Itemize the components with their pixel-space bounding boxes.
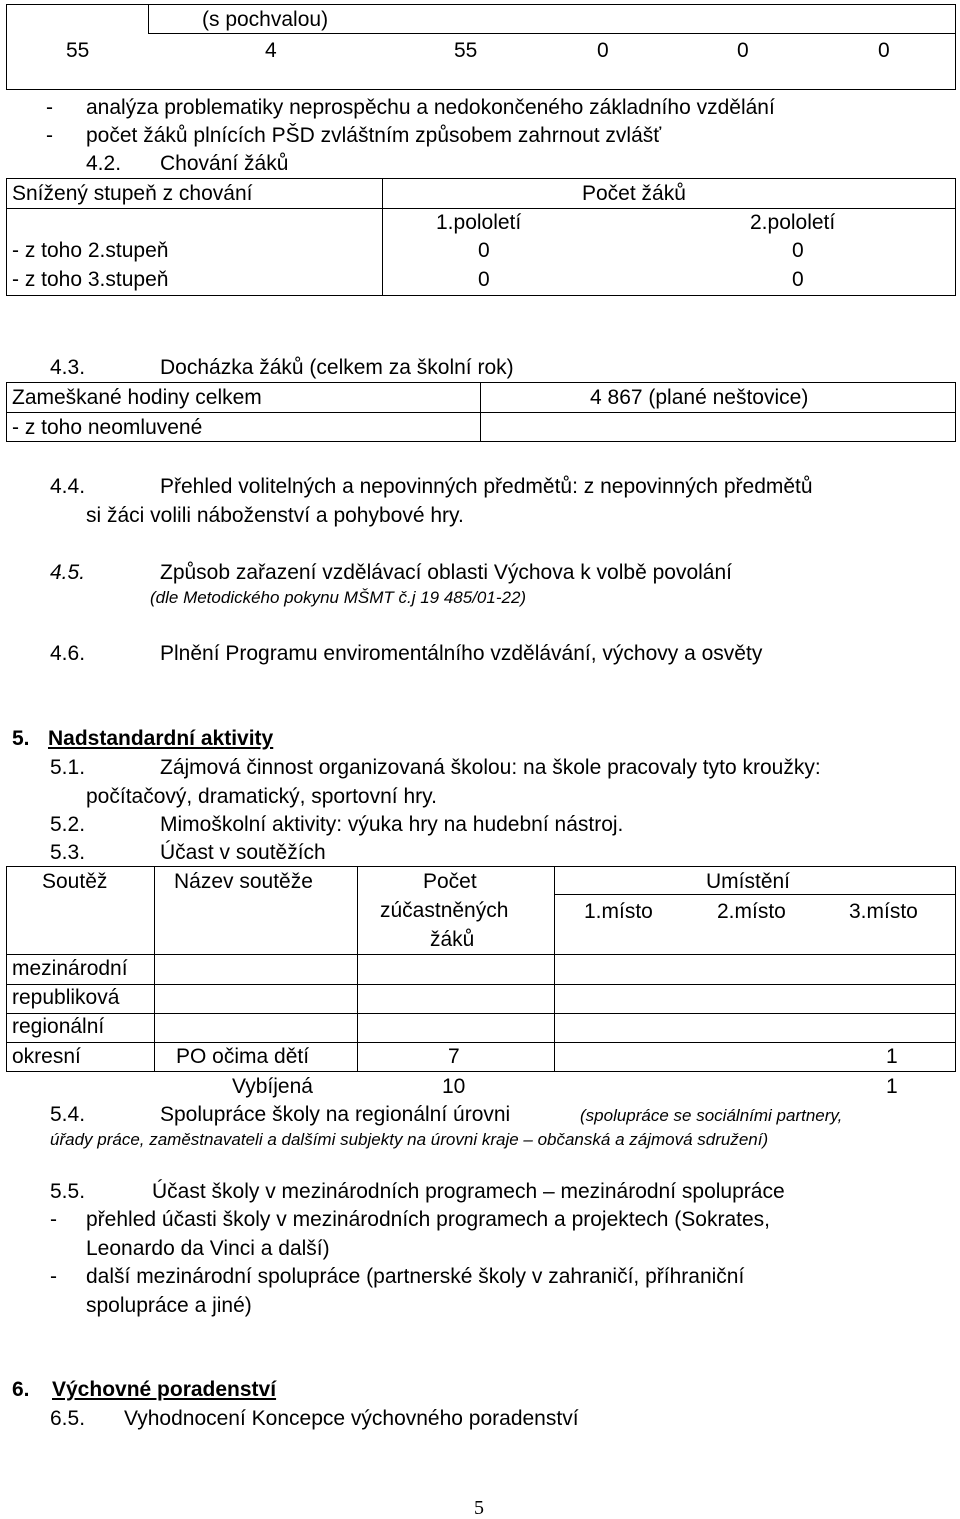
behaviour-sem2: 2.pololetí [750,211,836,234]
behaviour-table-divider [6,208,956,209]
competition-count: 10 [442,1075,466,1098]
behaviour-row-value: 0 [478,239,490,262]
chapter-title: Nadstandardní aktivity [48,727,274,750]
section-note: úřady práce, zaměstnavateli a dalšími subjekty na úrovni kraje – občanská a zájmová sdružení) [50,1130,769,1149]
competition-level: mezinárodní [12,957,128,980]
bullet-text: Leonardo da Vinci a další) [86,1237,330,1260]
behaviour-sem1: 1.pololetí [436,211,522,234]
attendance-row-label: Zameškané hodiny celkem [12,386,262,409]
competition-header-place: 2.místo [717,900,786,923]
page-number: 5 [474,1497,484,1519]
competition-table-divider [6,954,956,955]
section-number: 4.3. [50,356,86,379]
top-table-value: 0 [878,39,890,62]
bullet-dash: - [50,1208,57,1231]
chapter-number: 5. [12,727,30,750]
competition-header-pocet: Počet [423,870,477,893]
competition-name: Vybíjená [232,1075,313,1098]
top-table-divider [148,33,956,34]
top-table-divider [148,4,149,34]
bullet-text: další mezinárodní spolupráce (partnerské školy v zahraničí, příhraniční [86,1265,745,1288]
bullet-text: spolupráce a jiné) [86,1294,252,1317]
section-number: 4.6. [50,642,86,665]
competition-header-pocet: žáků [430,928,475,951]
section-title: Účast školy v mezinárodních programech – mezinárodní spolupráce [152,1180,785,1203]
section-number: 4.5. [50,561,86,584]
attendance-table-divider [480,382,481,442]
bullet-text: počet žáků plnících PŠD zvláštním způsobem zahrnout zvlášť [86,124,662,147]
behaviour-col-label: Snížený stupeň z chování [12,182,253,205]
competition-table-divider [554,894,956,895]
competition-header-umisteni: Umístění [706,870,791,893]
bullet-text: přehled účasti školy v mezinárodních programech a projektech (Sokrates, [86,1208,770,1231]
section-text: si žáci volili náboženství a pohybové hry. [86,504,464,527]
behaviour-row-value: 0 [792,268,804,291]
top-table-value: 0 [737,39,749,62]
section-number: 5.3. [50,841,86,864]
competition-table-divider [6,984,956,985]
competition-level: regionální [12,1015,105,1038]
top-table-value: 55 [454,39,478,62]
section-title: Způsob zařazení vzdělávací oblasti Výchova k volbě povolání [160,561,732,584]
section-text: počítačový, dramatický, sportovní hry. [86,785,437,808]
top-table-caption: (s pochvalou) [202,8,329,31]
bullet-dash: - [50,1265,57,1288]
competition-table-divider [6,1042,956,1043]
top-table-value: 55 [66,39,90,62]
behaviour-count-header: Počet žáků [582,182,686,205]
section-title: Plnění Programu enviromentálního vzdělávání, výchovy a osvěty [160,642,763,665]
chapter-number: 6. [12,1378,30,1401]
attendance-row-value: 4 867 (plané neštovice) [590,386,809,409]
bullet-text: analýza problematiky neprospěchu a nedokončeného základního vzdělání [86,96,775,119]
competition-header-soutez: Soutěž [42,870,108,893]
behaviour-table-divider [382,178,383,296]
section-note: (spolupráce se sociálními partnery, [580,1106,843,1125]
competition-name: PO očima dětí [176,1045,310,1068]
competition-header-place: 3.místo [849,900,918,923]
attendance-table-divider [6,412,956,413]
section-number: 4.4. [50,475,86,498]
competition-count: 7 [448,1045,460,1068]
top-table-value: 4 [265,39,277,62]
behaviour-row-label: - z toho 3.stupeň [12,268,169,291]
section-number: 5.2. [50,813,86,836]
competition-level: republiková [12,986,120,1009]
section-note: (dle Metodického pokynu MŠMT č.j 19 485/01-22) [150,588,527,607]
competition-place: 1 [886,1075,898,1098]
bullet-dash: - [46,96,53,119]
bullet-dash: - [46,124,53,147]
section-number: 4.2. [86,152,122,175]
competition-header-pocet: zúčastněných [380,899,509,922]
section-number: 5.1. [50,756,86,779]
behaviour-row-value: 0 [478,268,490,291]
section-text: Mimoškolní aktivity: výuka hry na hudební nástroj. [160,813,624,836]
competition-header-place: 1.místo [584,900,653,923]
competition-place: 1 [886,1045,898,1068]
section-title: Docházka žáků (celkem za školní rok) [160,356,514,379]
behaviour-row-value: 0 [792,239,804,262]
section-title: Vyhodnocení Koncepce výchovného poradenství [124,1407,579,1430]
section-title: Spolupráce školy na regionální úrovni [160,1103,511,1126]
behaviour-row-label: - z toho 2.stupeň [12,239,169,262]
chapter-title: Výchovné poradenství [52,1378,277,1401]
competition-table-divider [6,1013,956,1014]
top-table-value: 0 [597,39,609,62]
section-text: Zájmová činnost organizovaná školou: na škole pracovaly tyto kroužky: [160,756,821,779]
section-number: 5.4. [50,1103,86,1126]
section-number: 6.5. [50,1407,86,1430]
attendance-row-label: - z toho neomluvené [12,416,203,439]
section-number: 5.5. [50,1180,86,1203]
section-title: Účast v soutěžích [160,841,326,864]
section-title: Chování žáků [160,152,289,175]
competition-level: okresní [12,1045,81,1068]
section-text: Přehled volitelných a nepovinných předmětů: z nepovinných předmětů [160,475,813,498]
competition-header-nazev: Název soutěže [174,870,313,893]
